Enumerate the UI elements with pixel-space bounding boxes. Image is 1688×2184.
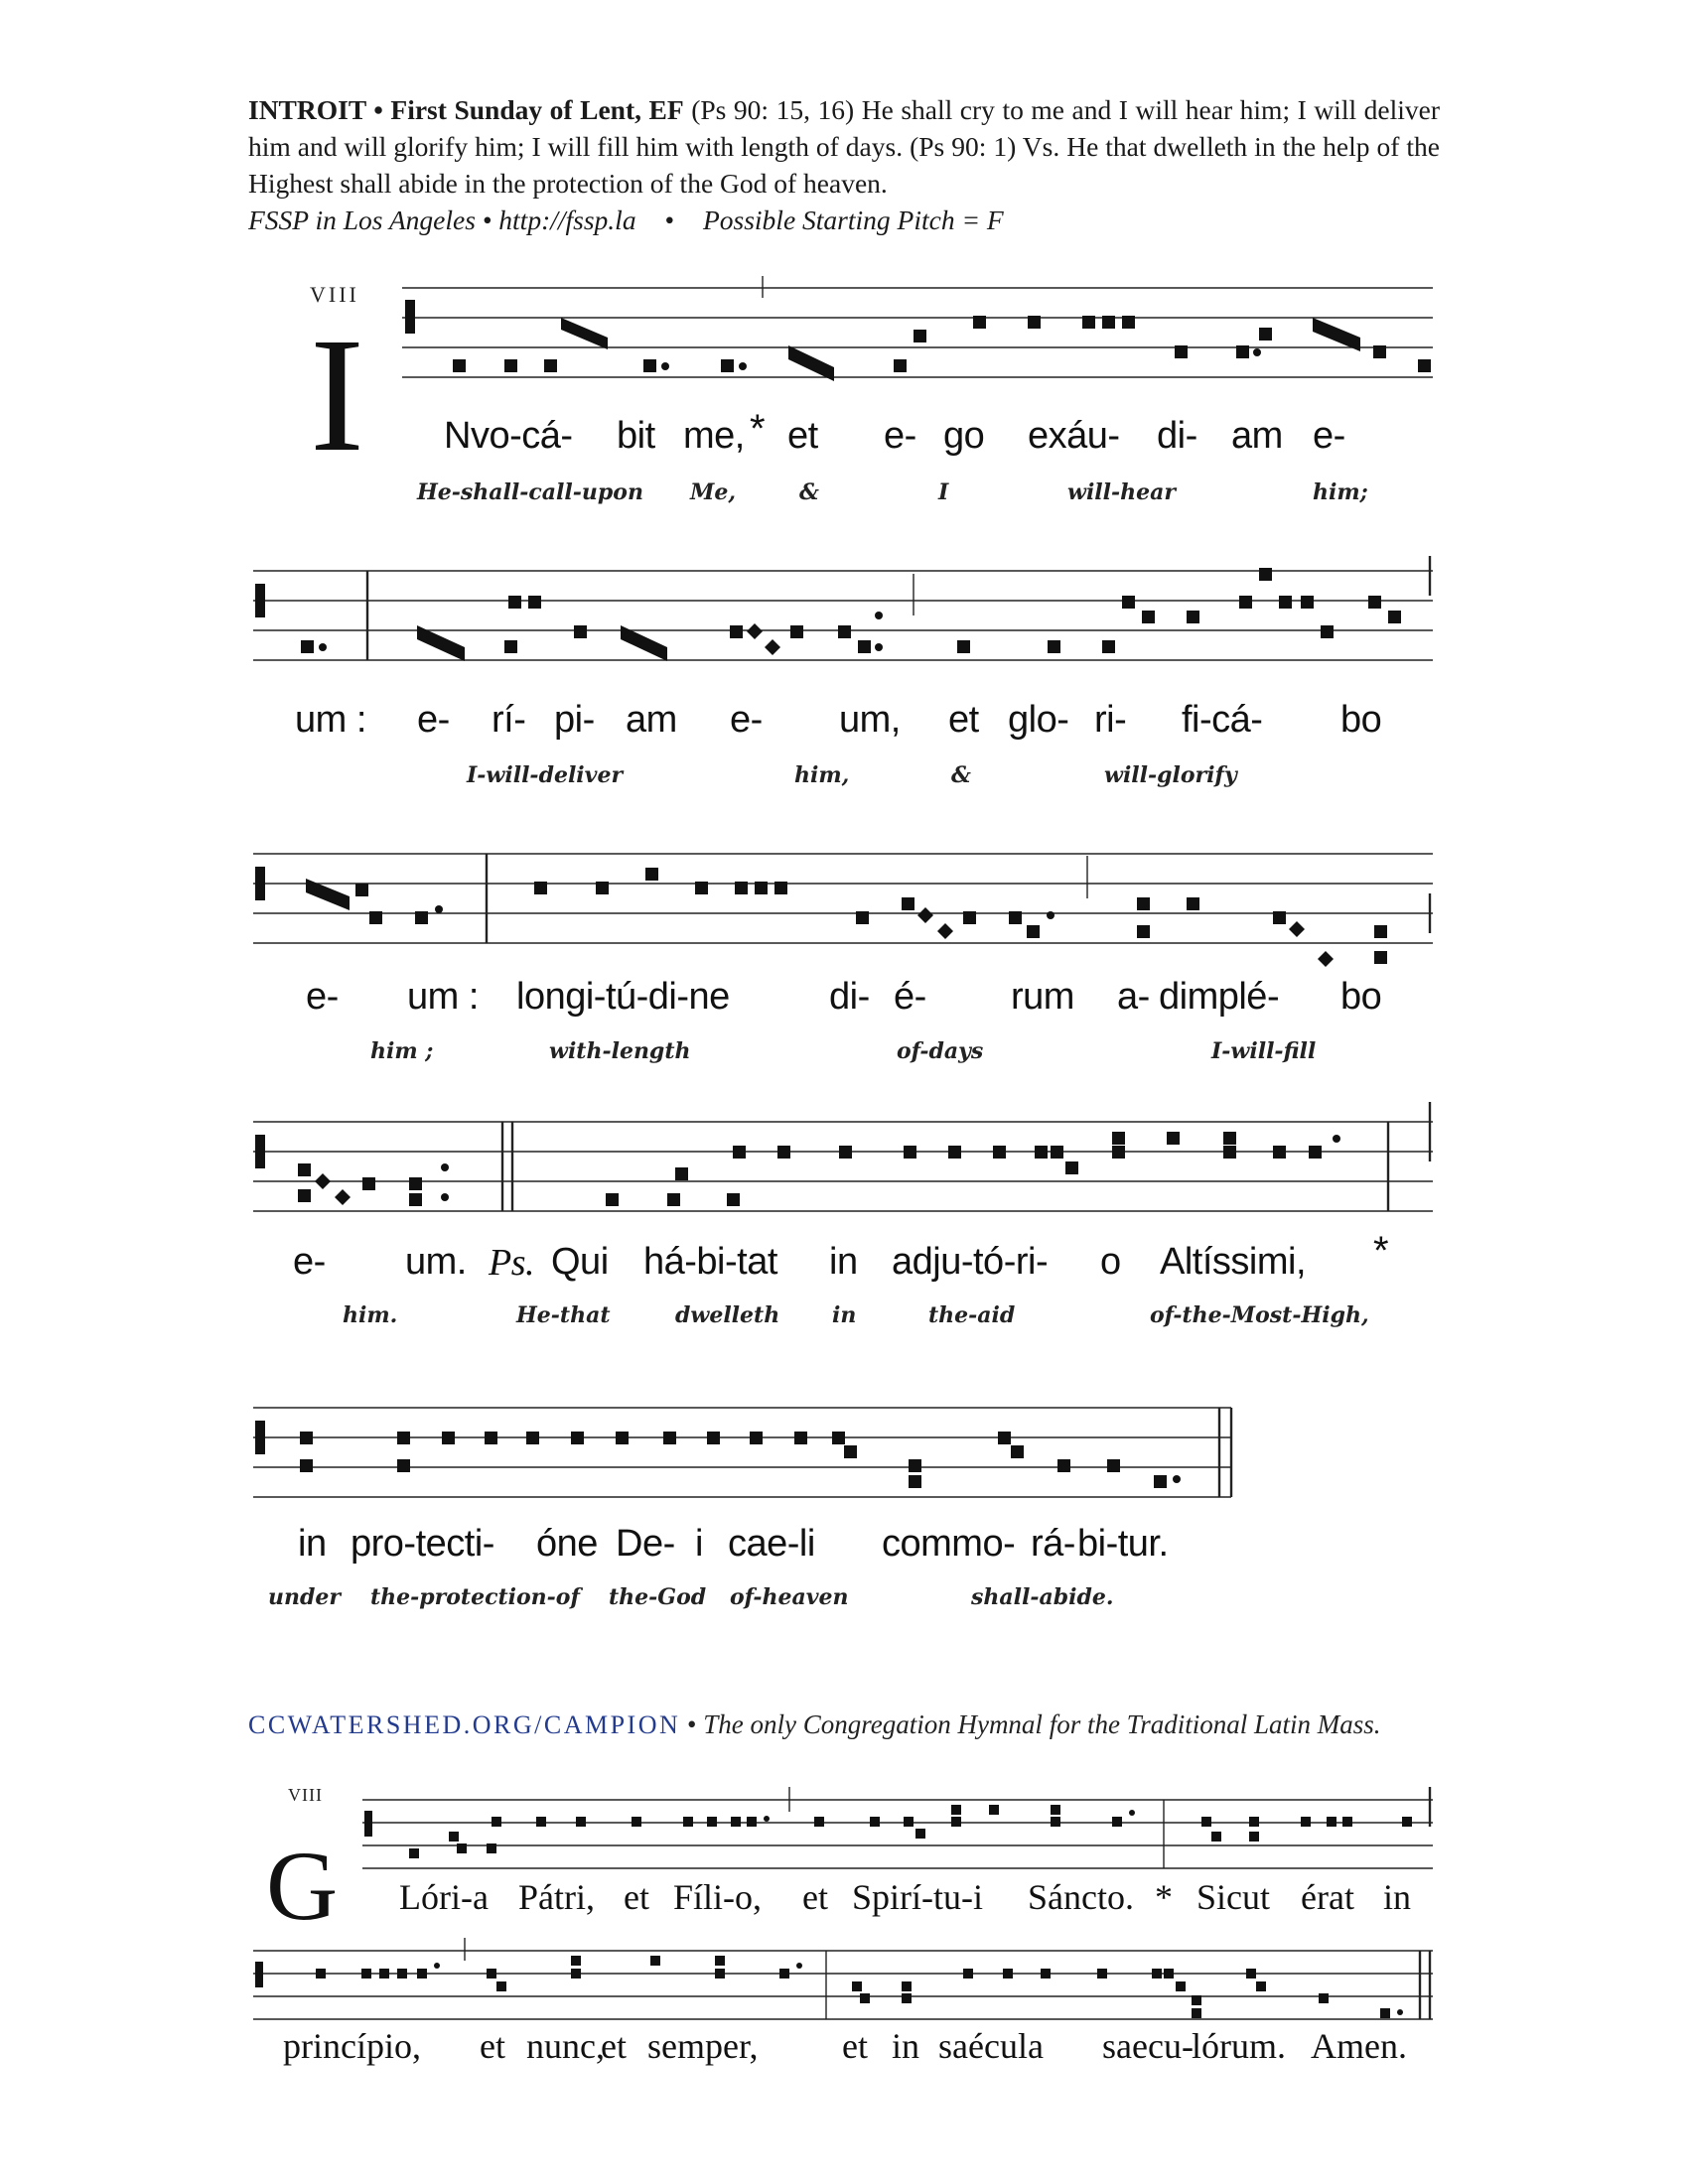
psalm-marker: Ps. <box>489 1242 534 1284</box>
translation: him; <box>1313 479 1368 505</box>
syllable: bo <box>1340 976 1382 1018</box>
translation: shall-abide. <box>971 1584 1114 1610</box>
starting-pitch: Possible Starting Pitch = F <box>702 205 1004 235</box>
syllable: dimplé- <box>1159 976 1280 1018</box>
translation: in <box>832 1302 857 1328</box>
campion-link[interactable]: CCWATERSHED.ORG/CAMPION <box>248 1710 681 1739</box>
promo-bullet: • <box>680 1709 704 1739</box>
gloria-syllable: in <box>892 2026 920 2066</box>
gloria-syllable: et <box>802 1877 828 1917</box>
syllable: Altíssimi, <box>1160 1241 1306 1283</box>
syllable: et <box>787 415 818 457</box>
syllable: e- <box>306 976 339 1018</box>
syllable: longi-tú-di-ne <box>516 976 730 1018</box>
syllable: óne <box>536 1523 598 1565</box>
translation: the-protection-of <box>370 1584 580 1610</box>
syllable: é- <box>894 976 926 1018</box>
translation: & <box>951 762 971 788</box>
syllable: bit <box>617 415 655 457</box>
gloria-asterisk: * <box>1155 1877 1173 1917</box>
syllable: adju-tó-ri- <box>892 1241 1049 1283</box>
syllable: a- <box>1117 976 1150 1018</box>
syllable: um : <box>407 976 479 1018</box>
gloria-syllable: Amen. <box>1311 2026 1407 2066</box>
introit-mode-label: VIII <box>310 282 359 307</box>
syllable: um, <box>839 699 901 741</box>
syllable: há-bi-tat <box>643 1241 777 1283</box>
introit-description: (Ps 90: 15, 16) He shall cry to me and I will hear him; I will deliver him and will glorify him; I will fill him with length of days. (Ps 90: 1) Vs. He that dwelleth in the help of the Highest shall abide in the protection of the God of heaven. <box>248 94 1440 199</box>
syllable: in <box>298 1523 327 1565</box>
gloria-syllable: princípio, <box>283 2026 421 2066</box>
asterisk: * <box>1373 1229 1389 1273</box>
syllable: commo- <box>882 1523 1016 1565</box>
translation: He-that <box>516 1302 611 1328</box>
translation: the-aid <box>928 1302 1016 1328</box>
translation: under <box>268 1584 341 1610</box>
syllable: go <box>943 415 985 457</box>
syllable: rá- <box>1031 1523 1075 1565</box>
gloria-syllable: nunc, <box>526 2026 605 2066</box>
syllable: e- <box>884 415 916 457</box>
syllable: in <box>829 1241 858 1283</box>
translation: I-will-fill <box>1211 1038 1317 1064</box>
translation: him ; <box>370 1038 434 1064</box>
translation: him. <box>343 1302 398 1328</box>
syllable: e- <box>1313 415 1345 457</box>
syllable: am <box>1231 415 1283 457</box>
syllable: glo- <box>1008 699 1069 741</box>
syllable: e- <box>417 699 450 741</box>
syllable: Qui <box>551 1241 609 1283</box>
gloria-syllable: et <box>480 2026 505 2066</box>
translation: will-glorify <box>1104 762 1237 788</box>
syllable: me, <box>683 415 745 457</box>
translation: I-will-deliver <box>467 762 624 788</box>
syllable: di- <box>829 976 870 1018</box>
translation: & <box>799 479 819 505</box>
syllable: o <box>1100 1241 1121 1283</box>
translation: of-heaven <box>730 1584 849 1610</box>
syllable: fi-cá- <box>1182 699 1263 741</box>
translation: of-the-Most-High, <box>1150 1302 1369 1328</box>
syllable: pro-tecti- <box>351 1523 494 1565</box>
translation: I <box>938 479 949 505</box>
syllable: i <box>695 1523 703 1565</box>
gloria-syllable: lórum. <box>1192 2026 1286 2066</box>
gloria-syllable: Sáncto. <box>1028 1877 1134 1917</box>
header-separator: • <box>664 205 675 235</box>
gloria-syllable: semper, <box>647 2026 759 2066</box>
translation: will-hear <box>1067 479 1176 505</box>
syllable: cae-li <box>728 1523 815 1565</box>
gloria-syllable: et <box>842 2026 868 2066</box>
promo-tagline: The only Congregation Hymnal for the Traditional Latin Mass. <box>703 1709 1381 1739</box>
syllable: pi- <box>554 699 595 741</box>
asterisk: * <box>750 407 766 451</box>
syllable: am <box>626 699 677 741</box>
gloria-syllable: saecu- <box>1102 2026 1194 2066</box>
gloria-syllable: in <box>1383 1877 1412 1917</box>
gloria-syllable: et <box>624 1877 649 1917</box>
gloria-syllable: saécula <box>938 2026 1044 2066</box>
syllable: exáu- <box>1028 415 1120 457</box>
syllable: ri- <box>1094 699 1127 741</box>
gloria-syllable: et <box>601 2026 627 2066</box>
translation: with-length <box>549 1038 691 1064</box>
syllable: rum <box>1011 976 1074 1018</box>
gloria-mode-label: VIII <box>288 1785 323 1805</box>
gloria-syllable: Pátri, <box>518 1877 595 1917</box>
gloria-syllable: Sicut <box>1196 1877 1271 1917</box>
syllable: bo <box>1340 699 1382 741</box>
translation: dwelleth <box>675 1302 780 1328</box>
translation: him, <box>794 762 850 788</box>
translation: of-days <box>897 1038 984 1064</box>
gloria-neumes-2 <box>316 1956 1403 2018</box>
gloria-syllable: Fíli-o, <box>673 1877 763 1917</box>
source-credit: FSSP in Los Angeles • http://fssp.la <box>248 205 636 235</box>
syllable: e- <box>730 699 763 741</box>
translation: Me, <box>690 479 737 505</box>
introit-drop-initial: I <box>310 304 364 485</box>
syllable: um : <box>295 699 366 741</box>
gloria-syllable: érat <box>1301 1877 1354 1917</box>
gloria-drop-initial: G <box>266 1831 339 1941</box>
syllable: et <box>948 699 979 741</box>
introit-title: INTROIT • First Sunday of Lent, EF <box>248 94 684 125</box>
syllable: bi-tur. <box>1077 1523 1169 1565</box>
syllable: um. <box>405 1241 467 1283</box>
gloria-syllable: Spirí-tu-i <box>852 1877 983 1917</box>
syllable: De- <box>616 1523 675 1565</box>
syllable: rí- <box>492 699 526 741</box>
gloria-syllable: Lóri-a <box>399 1877 489 1917</box>
syllable: di- <box>1157 415 1197 457</box>
syllable: Nvo-cá- <box>444 415 573 457</box>
translation: the-God <box>609 1584 707 1610</box>
translation: He-shall-call-upon <box>417 479 643 505</box>
syllable: e- <box>293 1241 326 1283</box>
